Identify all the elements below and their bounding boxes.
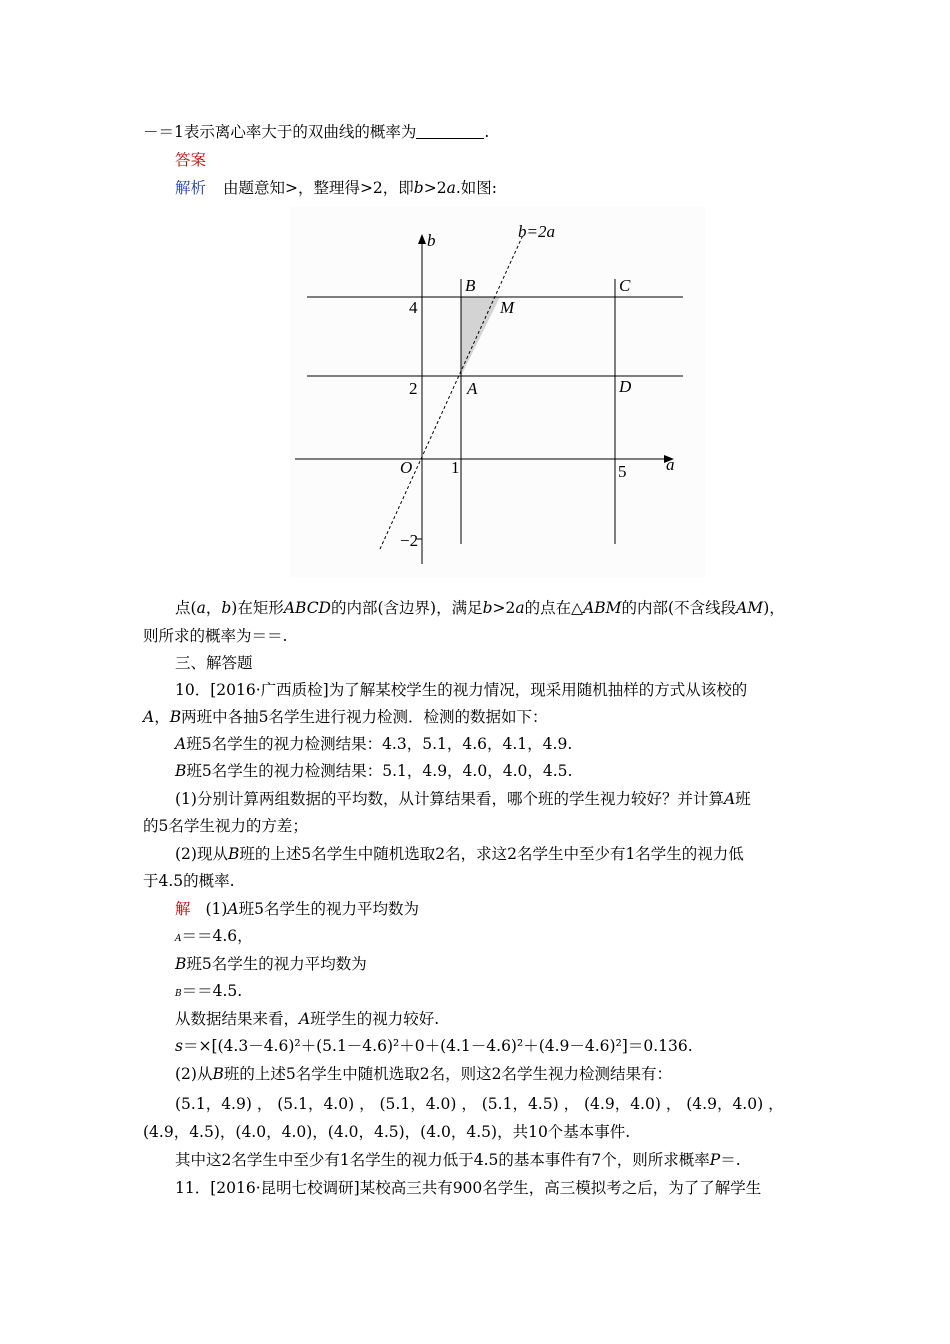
text: 班5名学生的视力平均数为 — [238, 900, 419, 918]
text: 点( — [175, 599, 197, 617]
tick-label-2: 2 — [409, 379, 418, 398]
conclusion-line-1 — [175, 598, 785, 618]
analysis-text: 由题意知>，整理得>2，即 — [222, 179, 414, 197]
question-10-line-2 — [143, 707, 547, 727]
var: ABM — [583, 599, 622, 617]
text: 班 — [735, 790, 751, 808]
text: 两班中各抽5名学生进行视力检测．检测的数据如下： — [181, 708, 548, 726]
analysis-label: 解析 — [175, 179, 207, 197]
solution-line-4 — [175, 981, 242, 1004]
outcomes-line-1: (5.1，4.9) ， (5.1，4.0) ， (5.1，4.0) ， (5.1，4.5) ， (4.9，4.0) ， (4.9，4.0) ， — [175, 1095, 784, 1113]
text: >2 — [492, 599, 516, 617]
text: 班5名学生的视力检测结果：4.3，5.1，4.6，4.1，4.9. — [186, 735, 573, 753]
var-a: a — [446, 179, 456, 197]
text: (1)分别计算两组数据的平均数，从计算结果看，哪个班的学生视力较好？并计算 — [175, 790, 724, 808]
var: a — [196, 599, 206, 617]
tick-label-5: 5 — [618, 462, 627, 481]
text: 班的上述5名学生中随机选取2名，求这2名学生中至少有1名学生的视力低 — [239, 845, 744, 863]
point-B-label: B — [465, 276, 476, 295]
point-A-label: A — [467, 379, 478, 398]
text: 的内部(不含线段 — [621, 599, 737, 617]
analysis-line — [175, 178, 497, 198]
text: 从数据结果来看， — [175, 1010, 300, 1028]
question-10-line-1: 10．[2016·广西质检]为了解某校学生的视力情况，现采用随机抽样的方式从该校的 — [175, 681, 748, 699]
answer-label: 答案 — [175, 151, 207, 169]
text: (2)从 — [175, 1065, 213, 1083]
var: B — [227, 845, 240, 863]
question-10-part-1-cont: 的5名学生视力的方差； — [143, 817, 308, 835]
question-10-part-2 — [175, 844, 744, 864]
var: A — [143, 708, 155, 726]
period: . — [484, 123, 490, 141]
var: A — [175, 735, 187, 753]
var-b: b — [413, 179, 424, 197]
answer-blank — [416, 124, 484, 139]
text: 班学生的视力较好. — [310, 1010, 440, 1028]
text: ， — [154, 708, 170, 726]
text: ＝×[(4.3－4.6)²＋(5.1－4.6)²＋0＋(4.1－4.6)²＋(4.9－4.6)²]＝0.136. — [182, 1037, 693, 1055]
question-11-line-1: 11．[2016·昆明七校调研]某校高三共有900名学生，高三模拟考之后，为了了解学生 — [175, 1179, 762, 1197]
text: ＝＝4.6， — [181, 927, 253, 945]
var: b — [482, 599, 493, 617]
subscript: A — [175, 934, 182, 944]
solution-line-3 — [175, 954, 367, 974]
var: B — [175, 762, 187, 780]
tick-label-1: 1 — [451, 458, 460, 477]
text: 班的上述5名学生中随机选取2名，则这2名学生视力检测结果有： — [223, 1065, 672, 1083]
question-10-part-1 — [175, 789, 751, 809]
var: s — [175, 1037, 183, 1055]
var: a — [515, 599, 525, 617]
solution-label: 解 — [175, 900, 191, 918]
section-heading: 三、解答题 — [175, 654, 253, 672]
var: B — [175, 955, 187, 973]
conclusion-line-2: 则所求的概率为＝＝. — [143, 627, 288, 645]
text: (2)现从 — [175, 845, 228, 863]
var: b — [221, 599, 232, 617]
text: ＝. — [720, 1151, 741, 1169]
probability-line — [175, 1150, 741, 1170]
tick-label-4: 4 — [409, 298, 418, 317]
var: P — [709, 1151, 721, 1169]
var: A — [227, 900, 239, 918]
text: 其中这2名学生中至少有1名学生的视力低于4.5的基本事件有7个，则所求概率 — [175, 1151, 710, 1169]
question-9-tail — [143, 122, 489, 142]
coordinate-figure — [290, 207, 705, 577]
var: AM — [736, 599, 764, 617]
var: ABCD — [283, 599, 331, 617]
tick-label-neg2: −2 — [400, 531, 419, 550]
solution-line-2 — [175, 926, 253, 949]
text: 的点在△ — [524, 599, 584, 617]
var: B — [212, 1065, 224, 1083]
text: 班5名学生的视力检测结果：5.1，4.9，4.0，4.0，4.5. — [186, 762, 573, 780]
text: ＝＝4.5. — [181, 982, 243, 1000]
question-9-text: －＝1表示离心率大于的双曲线的概率为 — [143, 123, 417, 141]
solution-line-5 — [175, 1009, 439, 1029]
var: A — [299, 1010, 311, 1028]
axis-b-label: b — [427, 231, 436, 250]
point-D-label: D — [619, 377, 632, 396]
gt-2: >2 — [423, 179, 447, 197]
text: 班5名学生的视力平均数为 — [186, 955, 367, 973]
point-M-label: M — [500, 298, 515, 317]
subscript: B — [175, 989, 182, 999]
text: (1) — [205, 900, 228, 918]
analysis-end: .如图: — [455, 179, 497, 197]
point-C-label: C — [619, 276, 631, 295]
question-10-part-2-cont: 于4.5的概率. — [143, 872, 235, 890]
class-a-results — [175, 734, 572, 754]
var: B — [169, 708, 182, 726]
outcomes-line-2: (4.9，4.5)，(4.0，4.0)，(4.0，4.5)，(4.0，4.5)，共10个基本事件. — [143, 1123, 631, 1141]
text: 的内部(含边界)，满足 — [331, 599, 483, 617]
solution-line-1 — [175, 899, 419, 919]
origin-label: O — [400, 458, 413, 477]
solution-part-2 — [175, 1064, 672, 1084]
line-label: b=2a — [518, 222, 555, 241]
figure-background — [290, 207, 705, 577]
class-b-results — [175, 761, 572, 781]
solution-variance — [175, 1036, 693, 1056]
var: A — [723, 790, 736, 808]
text: )在矩形 — [231, 599, 284, 617]
text: ， — [205, 599, 222, 617]
axis-a-label: a — [666, 455, 675, 474]
text: )， — [763, 599, 785, 617]
